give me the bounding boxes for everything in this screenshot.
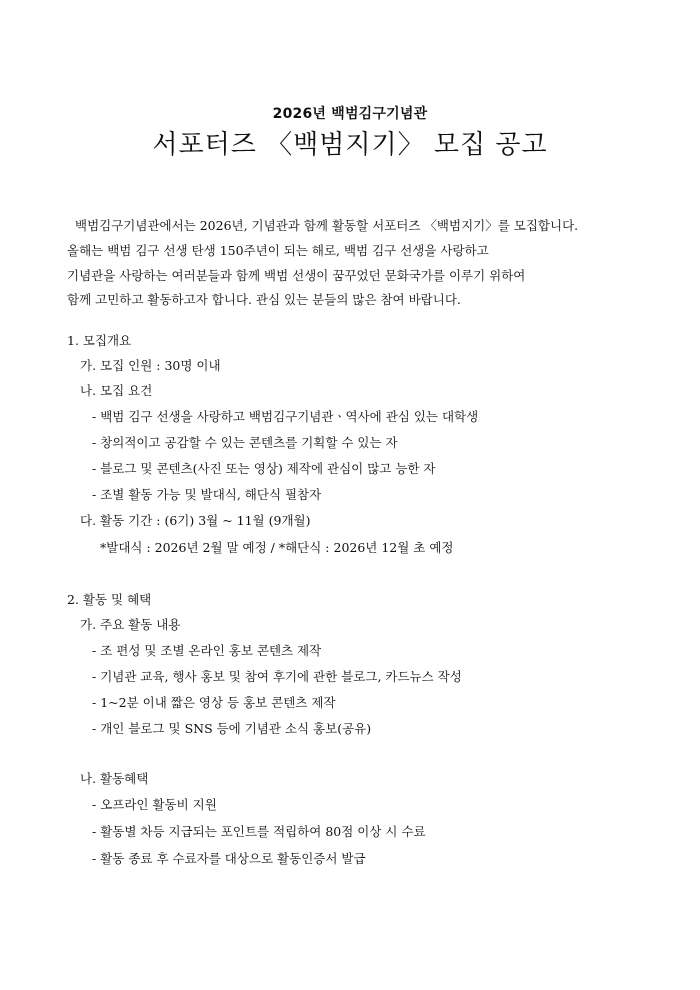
list-item: - 오프라인 활동비 지원 bbox=[92, 797, 217, 812]
subsection-heading: 가. 주요 활동 내용 bbox=[80, 617, 181, 632]
intro-line: 올해는 백범 김구 선생 탄생 150주년이 되는 해로, 백범 김구 선생을 사랑하고 bbox=[67, 243, 489, 258]
note-text: *발대식 : 2026년 2월 말 예정 / *해단식 : 2026년 12월 초 예정 bbox=[100, 540, 454, 555]
subsection-heading: 나. 모집 요건 bbox=[80, 383, 153, 398]
list-item: - 블로그 및 콘텐츠(사진 또는 영상) 제작에 관심이 많고 능한 자 bbox=[92, 461, 436, 476]
intro-line: 함께 고민하고 활동하고자 합니다. 관심 있는 분들의 많은 참여 바랍니다. bbox=[67, 292, 461, 307]
list-item: - 활동 종료 후 수료자를 대상으로 활동인증서 발급 bbox=[92, 851, 366, 866]
list-item: - 조별 활동 가능 및 발대식, 해단식 필참자 bbox=[92, 487, 322, 502]
section-heading: 2. 활동 및 혜택 bbox=[67, 592, 152, 607]
list-item: - 개인 블로그 및 SNS 등에 기념관 소식 홍보(공유) bbox=[92, 721, 372, 736]
list-item: - 1~2분 이내 짧은 영상 등 홍보 콘텐츠 제작 bbox=[92, 695, 336, 710]
subsection-heading: 나. 활동혜택 bbox=[80, 771, 149, 786]
list-item: - 조 편성 및 조별 온라인 홍보 콘텐츠 제작 bbox=[92, 643, 322, 658]
list-item: - 기념관 교육, 행사 홍보 및 참여 후기에 관한 블로그, 카드뉴스 작성 bbox=[92, 669, 462, 684]
subsection-item: 다. 활동 기간 : (6기) 3월 ~ 11월 (9개월) bbox=[80, 513, 311, 528]
document-subtitle: 2026년 백범김구기념관 bbox=[272, 106, 428, 122]
list-item: - 백범 김구 선생을 사랑하고 백범김구기념관ㆍ역사에 관심 있는 대학생 bbox=[92, 409, 479, 424]
intro-line: 백범김구기념관에서는 2026년, 기념관과 함께 활동할 서포터즈 〈백범지기〉를 모집합니다. bbox=[75, 218, 579, 233]
list-item: - 활동별 차등 지급되는 포인트를 적립하여 80점 이상 시 수료 bbox=[92, 824, 426, 839]
intro-line: 기념관을 사랑하는 여러분들과 함께 백범 선생이 꿈꾸었던 문화국가를 이루기 위하여 bbox=[67, 268, 526, 283]
document-title: 서포터즈 〈백범지기〉 모집 공고 bbox=[152, 130, 548, 160]
section-heading: 1. 모집개요 bbox=[67, 333, 132, 348]
list-item: - 창의적이고 공감할 수 있는 콘텐츠를 기획할 수 있는 자 bbox=[92, 435, 398, 450]
subsection-item: 가. 모집 인원 : 30명 이내 bbox=[80, 358, 221, 373]
